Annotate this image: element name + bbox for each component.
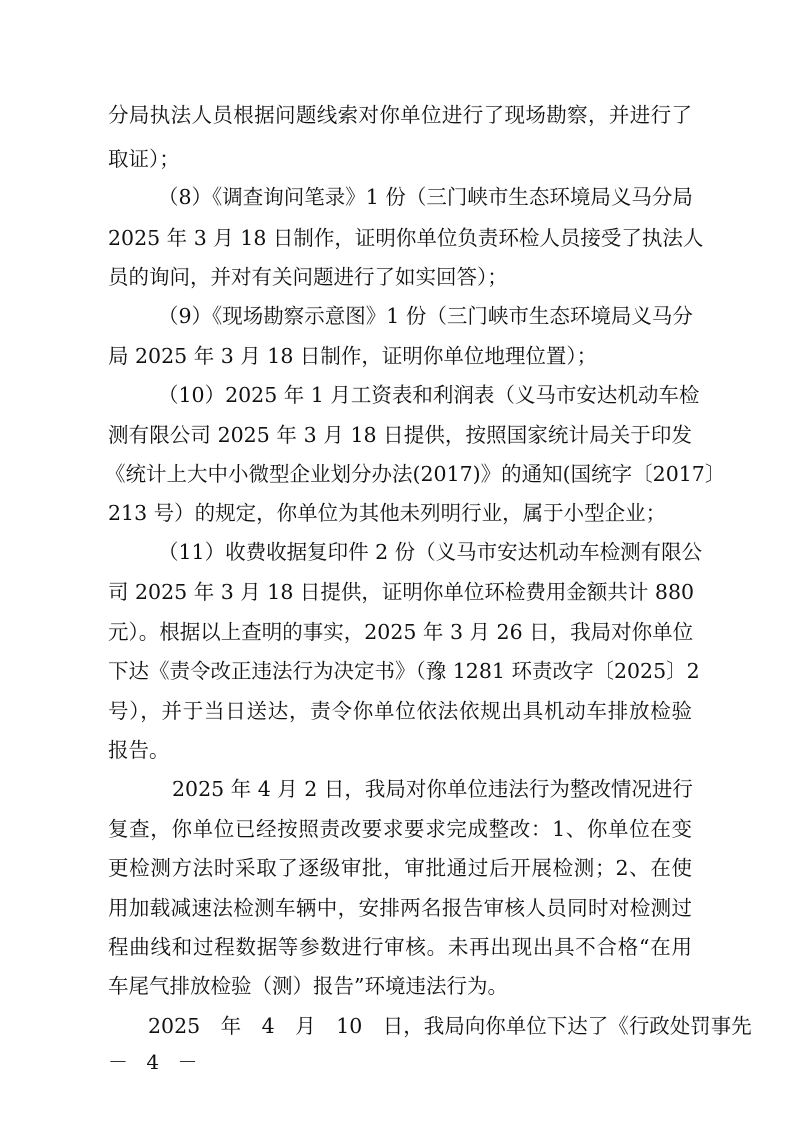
body-line-12: （11）收费收据复印件 2 份（义马市安达机动车检测有限公 <box>158 540 703 564</box>
body-line-13: 司 2025 年 3 月 18 日提供，证明你单位环检费用金额共计 880 <box>108 580 695 604</box>
body-line-24: 2025 年 4 月 10 日，我局向你单位下达了《行政处罚事先 <box>148 1014 752 1038</box>
body-line-11: 213 号）的规定，你单位为其他未列明行业，属于小型企业； <box>108 501 667 525</box>
body-line-5: 员的询问，并对有关问题进行了如实回答）； <box>108 265 508 289</box>
body-line-19: 复查，你单位已经按照责改要求要求完成整改：1、你单位在变 <box>108 817 692 841</box>
body-line-14: 元）。根据以上查明的事实，2025 年 3 月 26 日，我局对你单位 <box>108 620 694 644</box>
body-line-17: 报告。 <box>108 738 170 762</box>
page-number: － 4 － <box>108 1050 204 1074</box>
body-line-9: 测有限公司 2025 年 3 月 18 日提供，按照国家统计局关于印发 <box>108 423 692 447</box>
body-line-22: 程曲线和过程数据等参数进行审核。未再出现出具不合格“在用 <box>108 935 692 959</box>
body-line-3: （8）《调查询问笔录》1 份（三门峡市生态环境局义马分局 <box>158 185 693 209</box>
body-line-2: 取证）； <box>108 147 180 171</box>
body-line-23: 车尾气排放检验（测）报告”环境违法行为。 <box>108 974 508 998</box>
body-line-4: 2025 年 3 月 18 日制作，证明你单位负责环检人员接受了执法人 <box>108 226 704 250</box>
body-line-10: 《统计上大中小微型企业划分办法(2017)》的通知(国统字〔2017〕 <box>105 462 726 486</box>
body-line-20: 更检测方法时采取了逐级审批，审批通过后开展检测；2、在使 <box>108 856 692 880</box>
body-line-1: 分局执法人员根据问题线索对你单位进行了现场勘察，并进行了 <box>108 103 692 127</box>
body-line-16: 号），并于当日送达，责令你单位依法依规出具机动车排放检验 <box>108 699 692 723</box>
body-line-7: 局 2025 年 3 月 18 日制作，证明你单位地理位置）； <box>108 344 598 368</box>
body-line-21: 用加载减速法检测车辆中，安排两名报告审核人员同时对检测过 <box>108 896 692 920</box>
body-line-6: （9）《现场勘察示意图》1 份（三门峡市生态环境局义马分 <box>158 304 693 328</box>
body-line-18: 2025 年 4 月 2 日，我局对你单位违法行为整改情况进行 <box>172 777 693 801</box>
body-line-8: （10）2025 年 1 月工资表和利润表（义马市安达机动车检 <box>158 383 700 407</box>
body-line-15: 下达《责令改正违法行为决定书》（豫 1281 环责改字〔2025〕2 <box>108 659 700 683</box>
